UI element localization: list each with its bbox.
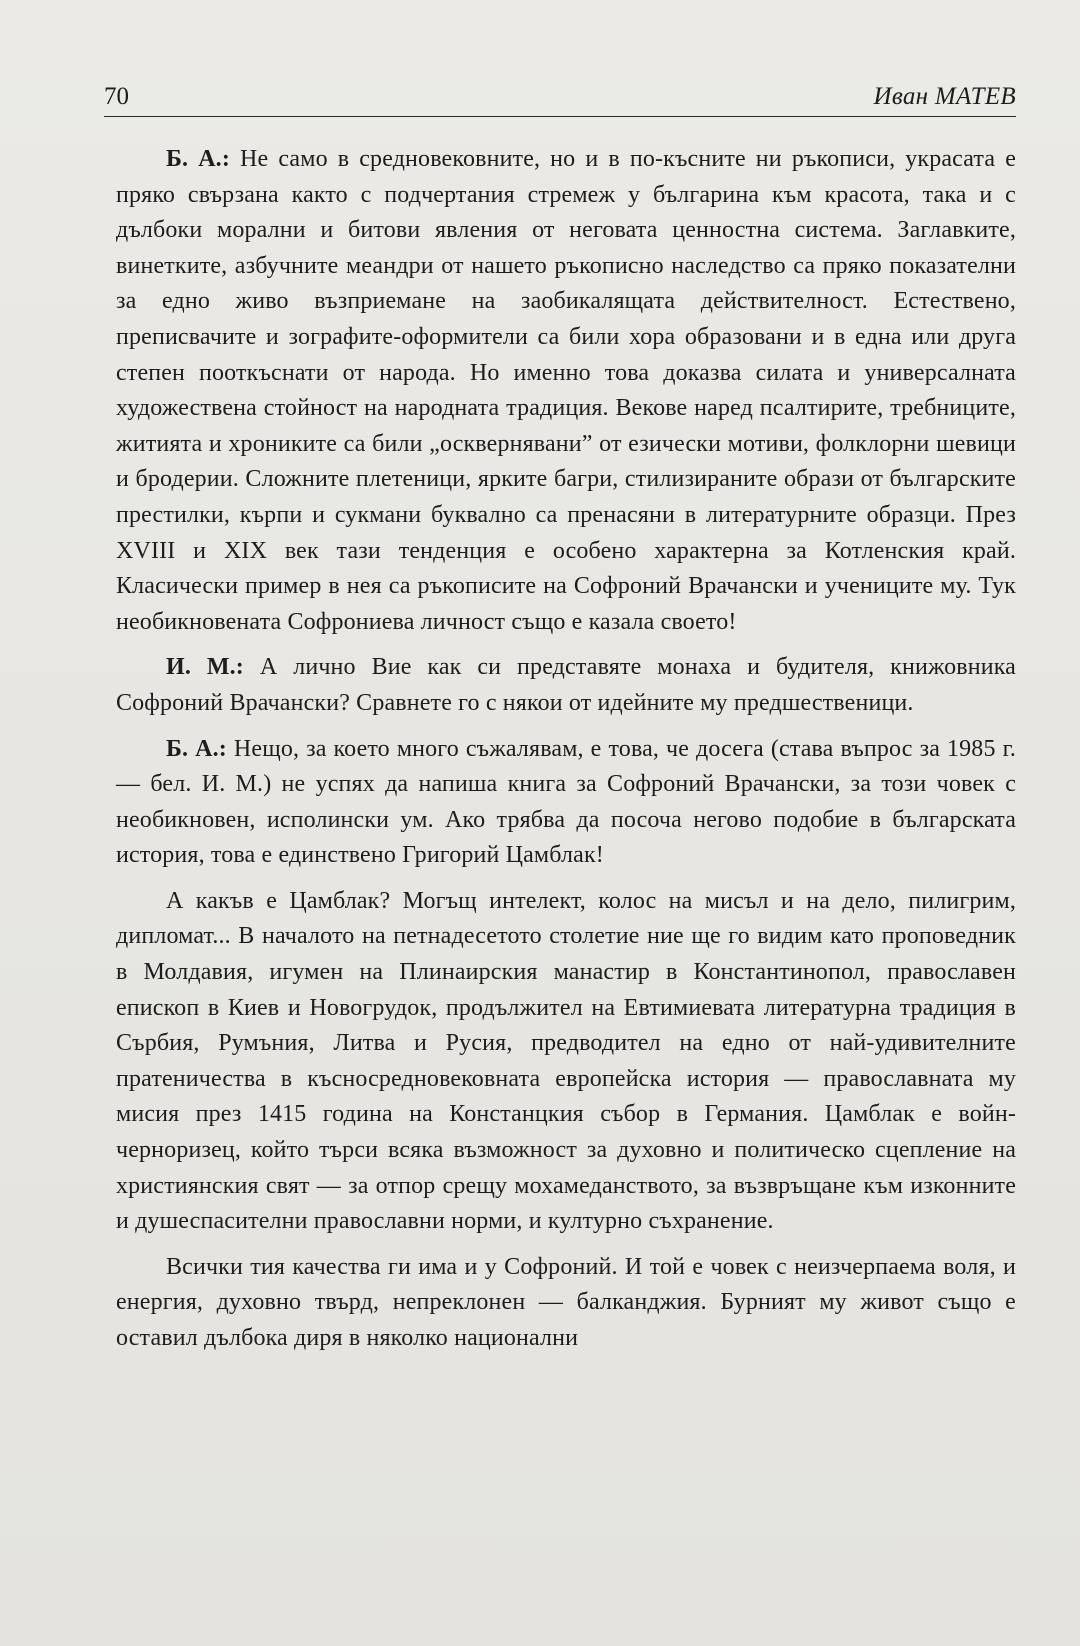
speaker-label: Б. А.:	[166, 146, 230, 172]
speaker-label: Б. А.:	[166, 735, 227, 762]
page-number: 70	[104, 83, 129, 110]
paragraph-ba-ornament	[116, 142, 1016, 640]
speaker-label: И. М.:	[166, 654, 244, 681]
paragraph-ba-answer	[116, 732, 1016, 874]
paragraph-im-question	[116, 650, 1016, 721]
paragraph-tsamblak	[116, 884, 1016, 1240]
page-body	[116, 142, 1016, 1367]
paragraph-text: Нещо, за което много съжалявам, е това, че досега (става въпрос за 1985 г. — бел. И. М.) не успях да напиша книга за Софроний Врачански, за този човек с необикновен, исполински ум. Ако трябва да посоча негово подобие в българската история, това е единствено Григорий Цамблак!	[116, 735, 1017, 869]
page-header	[104, 82, 1016, 118]
running-head-author: Иван МАТЕВ	[873, 83, 1016, 110]
paragraph-text: А лично Вие как си представяте монаха и будителя, книжовника Софроний Врачански? Сравнете го с някои от идейните му предшественици.	[116, 654, 1016, 716]
paragraph-sofroniy	[116, 1250, 1016, 1357]
header-rule	[104, 116, 1016, 117]
paragraph-text: А какъв е Цамблак? Могъщ интелект, колос на мисъл и на дело, пилигрим, дипломат... В началото на петнадесетото столетие ние ще го видим като проповедник в Молдавия, игумен на Плинаирския манастир в Константинопол, православен епископ в Киев и Новогрудок, продължител на Евтимиевата литературна традиция в Сърбия, Румъния, Литва и Русия, предводител на едно от най-удивителните пратеничества в късносредновековната европейска история — православната му мисия през 1415 година на Констанцкия събор в Германия. Цамблак е войн-черноризец, който търси всяка възможност за духовно и политическо сцепление на християнския свят — за отпор срещу мохамеданството, за възвръщане към изконните и душеспасителни православни норми, и културно съхранение.	[116, 887, 1016, 1235]
paragraph-text: Не само в средновековните, но и в по-късните ни ръкописи, украсата е пряко свързана както с подчертания стремеж у българина към красота, така и с дълбоки морални и битови явления от неговата ценностна система. Заглавките, винетките, азбучните меандри от нашето ръкописно наследство са пряко показателни за едно живо възприемане на заобикалящата действителност. Естествено, преписвачите и зографите-оформители са били хора образовани и в една или друга степен пооткъснати от народа. Но именно това доказва силата и универсалната художествена стойност на народната традиция. Векове наред псалтирите, требниците, житията и хрониките са били „оскверняваниˮ от езически мотиви, фолклорни шевици и бродерии. Сложните плетеници, ярките багри, стилизираните образи от българските престилки, кърпи и сукмани буквално са пренасяни в литературните образци. През XVIII и XIX век тази тенденция е особено характерна за Котленския край. Класически пример в нея са ръкописите на Софроний Врачански и учениците му. Тук необикновената Софрониева личност също е казала своето!	[116, 146, 1016, 635]
paragraph-text: Всички тия качества ги има и у Софроний. И той е човек с неизчерпаема воля, и енергия, духовно твърд, непреклонен — балканджия. Бурният му живот също е оставил дълбока диря в няколко национални	[116, 1253, 1016, 1351]
